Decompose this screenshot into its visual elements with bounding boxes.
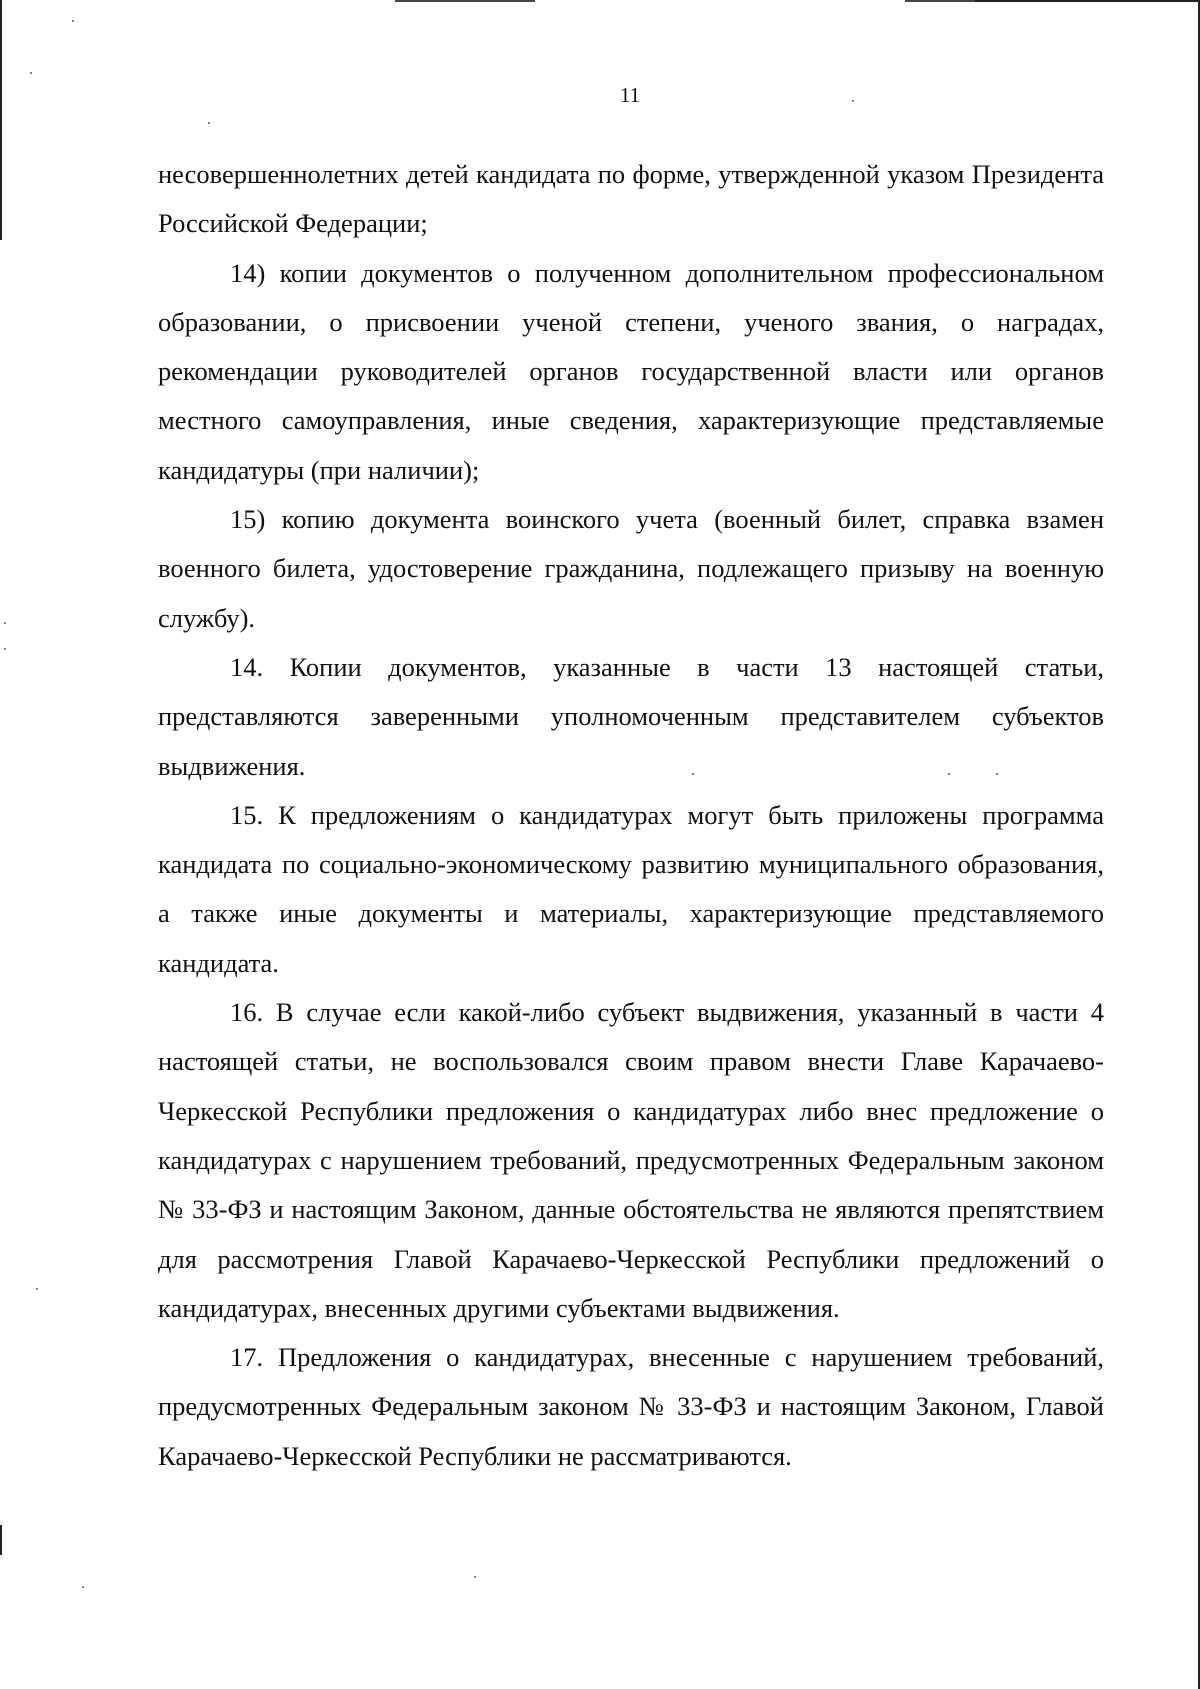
- scan-speck: [30, 72, 32, 74]
- scan-top-rule: [960, 0, 1200, 2]
- scan-speck: [4, 622, 6, 624]
- scan-edge-left: [0, 0, 2, 240]
- scan-speck: [82, 1586, 84, 1588]
- paragraph: 15) копию документа воинского учета (военный билет, справка взамен военного билета, удостоверение гражданина, подлежащего призыву на военную службу).: [158, 504, 1104, 633]
- paragraph: 14) копии документов о полученном дополнительном профессиональном образовании, о присвоении ученой степени, ученого звания, о наградах, рекомендации руководителей органов государственной власти или органов местного самоуправления, иные сведения, характеризующие представляемые кандидатуры (при наличии);: [158, 257, 1104, 485]
- scan-speck: [474, 1576, 476, 1578]
- scan-speck: [72, 20, 74, 22]
- paragraph: 14. Копии документов, указанные в части 13 настоящей статьи, представляются заверенными уполномоченным представителем субъектов выдвижения.: [158, 651, 1104, 781]
- scan-speck: [208, 122, 210, 124]
- scan-top-mark: [905, 0, 975, 2]
- scan-speck: [4, 648, 6, 650]
- paragraph: 16. В случае если какой-либо субъект выдвижения, указанный в части 4 настоящей статьи, не воспользовался своим правом внести Главе Карачаево-Черкесской Республики предложения о кандидатурах либо внес предложение о кандидатурах с нарушением требований, предусмотренных Федеральным законом № 33-ФЗ и настоящим Законом, данные обстоятельства не являются препятствием для рассмотрения Главой Карачаево-Черкесской Республики предложений о кандидатурах, внесенных другими субъектами выдвижения.: [158, 997, 1104, 1323]
- scan-edge-left-lower: [0, 1525, 2, 1555]
- paragraph: 17. Предложения о кандидатурах, внесенные с нарушением требований, предусмотренных Федеральным законом № 33-ФЗ и настоящим Законом, Главой Карачаево-Черкесской Республики не рассматриваются.: [158, 1342, 1104, 1471]
- page-number: 11: [619, 83, 641, 107]
- paragraph: 15. К предложениям о кандидатурах могут быть приложены программа кандидата по социально-экономическому развитию муниципального образования, а также иные документы и материалы, характеризующие представляемого кандидата.: [158, 799, 1104, 978]
- paragraph: несовершеннолетних детей кандидата по форме, утвержденной указом Президента Российской Федерации;: [158, 159, 1104, 239]
- scan-speck: [36, 1288, 38, 1290]
- document-body: [158, 150, 1104, 1481]
- scan-top-mark: [395, 0, 535, 2]
